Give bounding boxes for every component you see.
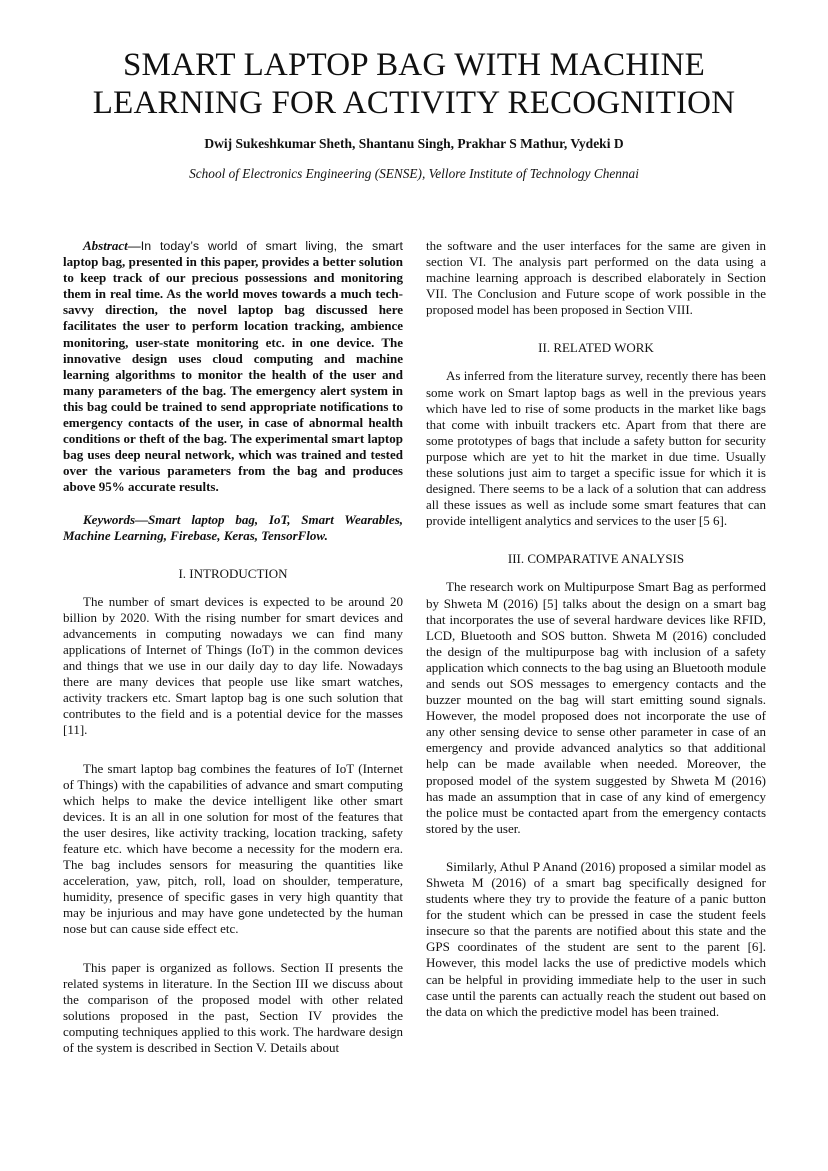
related-work-paragraph: As inferred from the literature survey, recently there has been some work on Smart laptop bags as well in the previous years which have led to rise of some products in the market like bags that come with inbuilt trackers etc. Apart from that there are some prototypes of bags that include a safety button for security purpose which are yet to hit the market in due time. Usually these solutions just aim to target a specific issue for which it is designed. There seems to be a lack of a solution that can address all these issues as well as include some smart features that can provide intelligent analytics and services to the user [5 6]. bbox=[426, 368, 766, 529]
intro-paragraph-1: The number of smart devices is expected to be around 20 billion by 2020. With the rising number for smart devices and advancements in computing nowadays we can find many applications of Internet of Things (IoT) in the common devices and things that we use in our daily day to day life. Nowadays there are many devices that people use like smart watches, activity trackers etc. Smart laptop bag is one such solution that contributes to the field and is a potential device for the masses [11]. bbox=[63, 593, 403, 738]
affiliation: School of Electronics Engineering (SENSE), Vellore Institute of Technology Chennai bbox=[189, 166, 639, 181]
abstract-label: Abstract bbox=[83, 238, 128, 253]
comparative-paragraph-1: The research work on Multipurpose Smart Bag as performed by Shweta M (2016) [5] talks about the design on a smart bag that incorporates the use of several hardware devices like RFID, LCD, Bluetooth and SOS button. Shweta M (2016) concluded the design of the multipurpose bag with inclusion of a safety application which connects to the bag using an Bluetooth module and sends out SOS messages to emergency contacts and the buzzer mounted on the bag will start emitting sound signals. However, the model proposed does not incorporate the use of any other sensing device to sense other parameter in case of an emergency and provide advanced analytics so that additional help can be made available when needed. Moreover, the proposed model of the system suggested by Shweta M (2016) has made an assumption that in case of any kind of emergency the police must be contacted apart from the emergency contacts stored by the user. bbox=[426, 579, 766, 836]
section-heading-comparative-analysis: III. COMPARATIVE ANALYSIS bbox=[507, 551, 685, 567]
abstract-lead: In today’s world of smart living, the smart bbox=[140, 239, 403, 253]
intro-paragraph-3-continued: the software and the user interfaces for the same are given in section VI. The analysis part performed on the data using a machine learning approach is described elaborately in Section VII. The Conclusion and Future scope of work possible in the proposed model has been proposed in Section VIII. bbox=[426, 238, 766, 318]
title-line-2: LEARNING FOR ACTIVITY RECOGNITION bbox=[92, 85, 736, 121]
keywords: Keywords—Smart laptop bag, IoT, Smart Wearables, Machine Learning, Firebase, Keras, TensorFlow. bbox=[63, 511, 403, 543]
comparative-paragraph-2: Similarly, Athul P Anand (2016) proposed a similar model as Shweta M (2016) of a smart bag specifically designed for students where they try to provide the feature of a panic button for the student which can be pressed in case the student feels insecure so that the parents are notified about this state and the GPS coordinates of the student are sent to the parent [6]. However, this model lacks the use of predictive models which can be helpful in providing immediate help to the user in such case until the parents can actually reach the student out based on the data on which the predictive model has been trained. bbox=[426, 858, 766, 1019]
abstract-dash: — bbox=[127, 238, 141, 253]
abstract bbox=[63, 238, 403, 496]
author-list: Dwij Sukeshkumar Sheth, Shantanu Singh, Prakhar S Mathur, Vydeki D bbox=[204, 136, 624, 151]
abstract-body: laptop bag, presented in this paper, provides a better solution to keep track of our precious possessions and monitoring them in real time. As the world moves towards a much tech-savvy direction, the novel laptop bag discussed here facilitates the user to perform location tracking, ambience monitoring, user-state monitoring etc. in one device. The innovative design uses cloud computing and machine learning algorithms to monitor the health of the user and many parameters of the bag. The emergency alert system in this bag could be trained to send appropriate notifications to emergency contacts of the user, in case of abnormal health conditions or theft of the bag. The experimental smart laptop bag uses deep neural network, which was trained and tested over the various parameters from the bag and produces above 95% accurate results. bbox=[63, 254, 403, 495]
title-line-1: SMART LAPTOP BAG WITH MACHINE bbox=[123, 47, 705, 83]
paper-title bbox=[40, 46, 788, 122]
intro-paragraph-3: This paper is organized as follows. Section II presents the related systems in literature. In the Section III we discuss about the comparison of the proposed model with other related solutions proposed in the past, Section IV provides the computing techniques applied to this work. The hardware design of the system is described in Section V. Details about bbox=[63, 959, 403, 1056]
right-column bbox=[426, 238, 766, 1020]
section-heading-related-work: II. RELATED WORK bbox=[538, 340, 654, 356]
intro-paragraph-2: The smart laptop bag combines the features of IoT (Internet of Things) with the capabilities of advance and smart computing which helps to make the device intelligent like other smart devices. It is an all in one solution for most of the features that the user desires, like activity tracking, location tracking, safety feature etc. which have become a necessity for the modern era. The bag includes sensors for measuring the quantities like acceleration, yaw, pitch, roll, load on shoulder, temperature, humidity, presence of specific gases in very high quantity that may be injurious and may have gone undetected by the human nose but can cause side effect etc. bbox=[63, 760, 403, 937]
section-heading-introduction: I. INTRODUCTION bbox=[178, 565, 288, 581]
left-column bbox=[63, 238, 403, 1056]
